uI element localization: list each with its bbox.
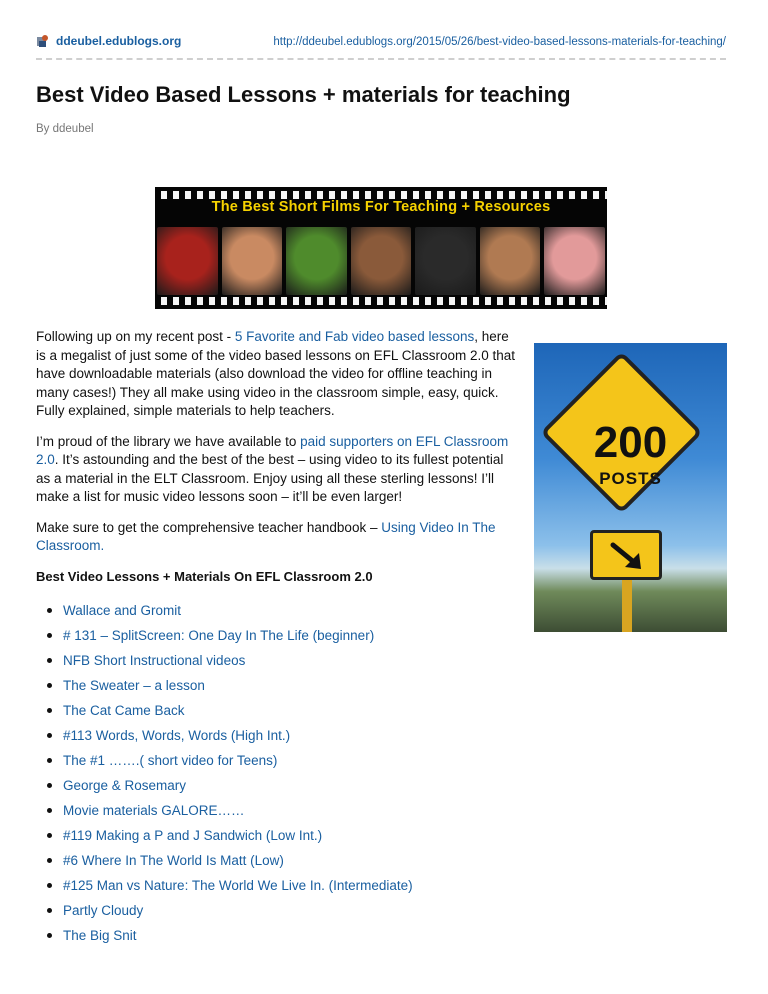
- lesson-link[interactable]: #113 Words, Words, Words (High Int.): [63, 728, 291, 743]
- list-item: [36, 898, 518, 923]
- paragraph-library-text-end: . It’s astounding and the best of the best – using video to its fullest potential as a material in the ELT Classroom. Enjoy using all these sterling lessons! I’ll make a list for music video lessons soon – it’ll be even larger!: [36, 452, 504, 504]
- lesson-link-list: [36, 598, 518, 948]
- lesson-link[interactable]: Movie materials GALORE……: [63, 803, 245, 818]
- paragraph-handbook: [36, 519, 518, 556]
- list-item: [36, 598, 518, 623]
- list-item: [36, 698, 518, 723]
- banner-title: The Best Short Films For Teaching + Resources: [211, 199, 551, 215]
- page-header: [36, 34, 726, 60]
- list-item: [36, 648, 518, 673]
- list-item: [36, 623, 518, 648]
- film-frame: [480, 227, 541, 295]
- film-frame: [222, 227, 283, 295]
- list-item: [36, 923, 518, 948]
- film-frame: [351, 227, 412, 295]
- lesson-link[interactable]: #125 Man vs Nature: The World We Live In. (Intermediate): [63, 878, 413, 893]
- lesson-link[interactable]: NFB Short Instructional videos: [63, 653, 246, 668]
- film-frames: [157, 227, 605, 295]
- film-frame: [286, 227, 347, 295]
- link-handbook[interactable]: Using Video In The Classroom.: [36, 519, 496, 553]
- site-identity[interactable]: [36, 34, 181, 48]
- lesson-link[interactable]: Wallace and Gromit: [63, 603, 182, 618]
- sign-number: 200: [593, 418, 668, 467]
- banner-image: [155, 187, 607, 309]
- list-item: [36, 748, 518, 773]
- list-item: [36, 873, 518, 898]
- lesson-link[interactable]: George & Rosemary: [63, 778, 187, 793]
- film-frame: [415, 227, 476, 295]
- page-url[interactable]: http://ddeubel.edublogs.org/2015/05/26/best-video-based-lessons-materials-for-teaching/: [273, 36, 726, 48]
- film-strip-top: [155, 191, 607, 199]
- list-item: [36, 673, 518, 698]
- paragraph-intro-text: Following up on my recent post -: [36, 329, 235, 344]
- list-item: [36, 723, 518, 748]
- paragraph-library-text: I’m proud of the library we have available to: [36, 433, 301, 449]
- film-frame: [544, 227, 605, 295]
- sign-word: POSTS: [599, 469, 662, 488]
- post-byline: By ddeubel: [36, 123, 94, 135]
- lesson-link[interactable]: The Big Snit: [63, 928, 137, 943]
- lesson-link[interactable]: The Sweater – a lesson: [63, 678, 205, 693]
- paragraph-library: [36, 433, 518, 507]
- list-item: [36, 848, 518, 873]
- sign-arrow-panel: [590, 530, 662, 580]
- lesson-link[interactable]: # 131 – SplitScreen: One Day In The Life (beginner): [63, 628, 375, 643]
- lesson-link[interactable]: The Cat Came Back: [63, 703, 185, 718]
- paragraph-intro: [36, 328, 518, 421]
- arrow-down-right-icon: [607, 541, 647, 571]
- site-name[interactable]: ddeubel.edublogs.org: [56, 34, 182, 48]
- paragraph-handbook-text: Make sure to get the comprehensive teacher handbook –: [36, 519, 382, 535]
- link-favorite-lessons[interactable]: 5 Favorite and Fab video based lessons: [234, 329, 475, 344]
- list-item: [36, 823, 518, 848]
- paragraph-intro-text-end: , here is a megalist of just some of the video based lessons on EFL Classroom 2.0 that have downloadable materials (also download the video for offline teaching in many cases!) They all make using video in the classroom simple, easy, quick. Fully explained, simple materials to help teachers.: [36, 329, 515, 418]
- lesson-link[interactable]: The #1 …….( short video for Teens): [63, 753, 278, 768]
- lesson-link[interactable]: #6 Where In The World Is Matt (Low): [63, 853, 284, 868]
- list-item: [36, 798, 518, 823]
- film-frame: [157, 227, 218, 295]
- post-title: Best Video Based Lessons + materials for teaching: [36, 82, 571, 107]
- road-sign-image: [534, 343, 727, 632]
- lesson-link[interactable]: Partly Cloudy: [63, 903, 144, 918]
- list-item: [36, 773, 518, 798]
- post-body: [36, 328, 518, 948]
- link-paid-supporters[interactable]: paid supporters on EFL Classroom 2.0: [36, 433, 509, 467]
- film-strip-bottom: [155, 297, 607, 305]
- reader-icon: [36, 34, 50, 48]
- lesson-link[interactable]: #119 Making a P and J Sandwich (Low Int.): [63, 828, 323, 843]
- section-heading: Best Video Lessons + Materials On EFL Classroom 2.0: [36, 568, 373, 584]
